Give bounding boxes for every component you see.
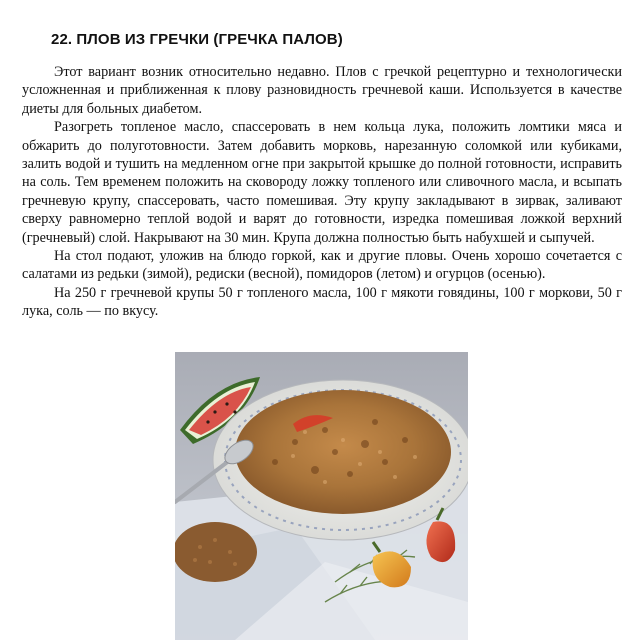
paragraph-serving: На стол подают, уложив на блюдо горкой, как и другие пловы. Очень хорошо сочетается с салатами из редьки (зимой), редиски (весной), помидоров (летом) и огурцов (осенью).	[22, 248, 622, 283]
plov-dish-photo	[175, 352, 468, 640]
recipe-title: 22. ПЛОВ ИЗ ГРЕЧКИ (ГРЕЧКА ПАЛОВ)	[51, 31, 343, 48]
paragraph-ingredients: На 250 г гречневой крупы 50 г топленого масла, 100 г мякоти говядины, 100 г моркови, 50 г лука, соль — по вкусу.	[22, 284, 622, 320]
plov-mound	[235, 390, 451, 514]
paragraph-intro: Этот вариант возник относительно недавно. Плов с гречкой рецептурно и технологически усложненная и приближенная к плову разновидность гречневой каши. Используется в качестве диеты для больных диабетом.	[22, 64, 622, 117]
paragraph-method: Разогреть топленое масло, спассеровать в нем кольца лука, положить ломтики мяса и обжарить до полуготовности. Затем добавить морковь, нарезанную соломкой или кубиками, залить водой и тушить на медленном огне при закрытой крышке до полной готовности, исправить на соль. Тем временем положить на сковороду ложку топленого или сливочного масла, и всыпать гречневую крупу, спассеровать, часто помешивая. Эту крупу закладывают в зирвак, заливают сверху равномерно теплой водой и варят до готовности, изредка помешивая ложкой верхний (гречневый) слой. Накрывают на 30 мин. Крупа должна полностью быть набухшей и сыпучей.	[22, 119, 622, 246]
buckwheat-pile	[175, 522, 257, 582]
recipe-body	[22, 63, 622, 321]
